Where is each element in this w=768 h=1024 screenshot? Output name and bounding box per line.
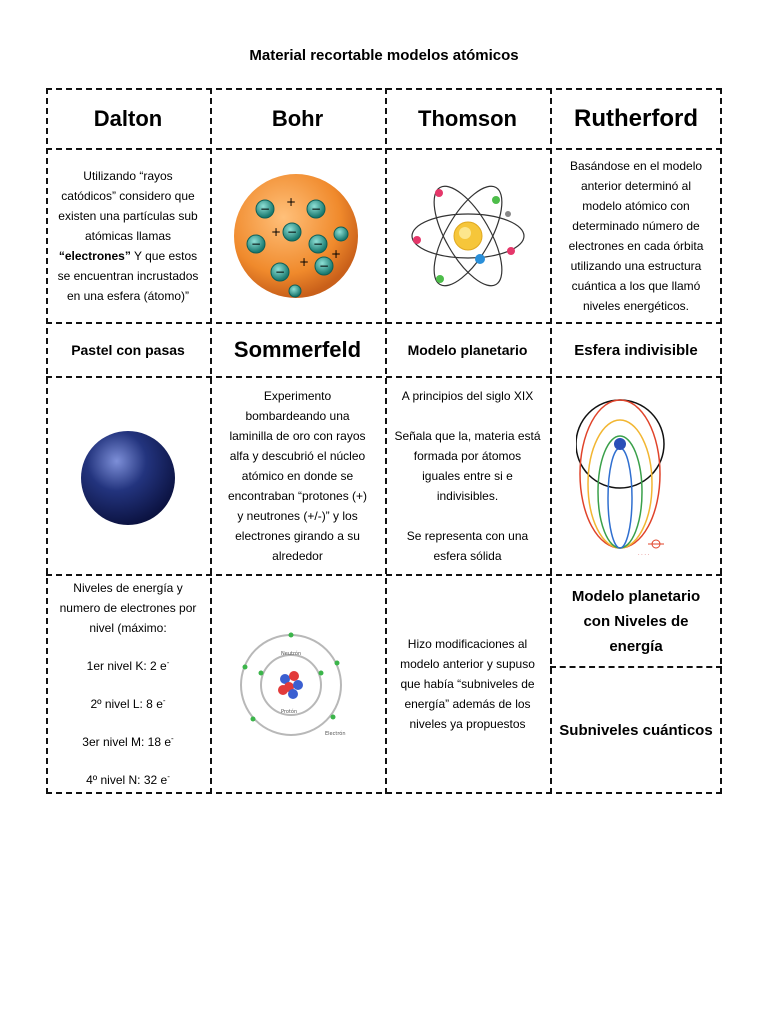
niveles-energia-text	[46, 576, 210, 792]
svg-text:+: +	[330, 247, 341, 261]
niveles-intro-line: Niveles de energía y	[73, 581, 183, 595]
niveles-intro-line: nivel (máximo:	[89, 621, 167, 635]
subniveles-line: que había “subniveles de	[400, 677, 535, 691]
electron-charge-sup: -	[162, 696, 166, 705]
rutherford-line: anterior determinó al	[580, 179, 692, 193]
experiment-line: alrededor	[272, 549, 323, 563]
planetario-line: Señala que la, materia está	[394, 429, 541, 443]
subniveles-description	[385, 576, 550, 792]
svg-text:+: +	[298, 255, 309, 269]
electron-label: Electrón	[324, 731, 346, 737]
planetario-line: Se representa con una	[406, 529, 529, 543]
label-modelo-planetario: Modelo planetario	[407, 342, 528, 358]
svg-text:−: −	[286, 225, 297, 239]
planetario-niveles-line: con Niveles de	[583, 612, 689, 630]
dalton-sphere-image	[46, 378, 210, 574]
nivel-item	[60, 767, 197, 790]
label-esfera-indivisible: Esfera indivisible	[574, 341, 698, 359]
bohr-orbit-image	[385, 150, 550, 322]
cutout-grid	[46, 88, 722, 794]
rutherford-experiment-text	[210, 378, 385, 574]
subniveles-line: niveles ya propuestos	[409, 717, 526, 731]
subniveles-line: energía” además de los	[404, 697, 531, 711]
nivel-text: 4º nivel N: 32 e	[86, 773, 168, 787]
svg-text:−: −	[250, 237, 261, 251]
dalton-description	[46, 150, 210, 322]
planetario-line-1: A principios del siglo XIX	[401, 389, 534, 403]
sommerfeld-orbit-image	[550, 378, 722, 574]
niveles-intro-line: numero de electrones por	[59, 601, 197, 615]
planetario-line: iguales entre si e	[422, 469, 513, 483]
dalton-line: catódicos” considero que	[61, 189, 195, 203]
label-modelo-planetario-niveles	[550, 576, 722, 666]
proton-label: Protón	[280, 709, 297, 715]
experiment-line: y neutrones (+/-)” y los	[237, 509, 358, 523]
svg-text:+: +	[270, 225, 281, 239]
rutherford-line: modelo atómico con	[582, 199, 690, 213]
experiment-line: atómico en donde se	[241, 469, 354, 483]
svg-text:−: −	[318, 259, 329, 273]
nivel-item	[60, 729, 197, 752]
svg-text:−: −	[259, 202, 270, 216]
nivel-item	[60, 691, 197, 714]
planetario-niveles-line: energía	[609, 637, 663, 655]
dalton-line: en una esfera (átomo)”	[66, 289, 190, 303]
subniveles-line: Hizo modificaciones al	[407, 637, 528, 651]
experiment-line: Experimento	[263, 389, 332, 403]
header-thomson: Thomson	[418, 106, 517, 131]
neutron-label: Neutrón	[280, 651, 301, 657]
header-bohr: Bohr	[271, 106, 324, 131]
svg-text:−: −	[274, 265, 285, 279]
nivel-item	[60, 653, 197, 676]
label-subniveles-cuanticos: Subniveles cuánticos	[559, 721, 713, 739]
subniveles-line: modelo anterior y supuso	[400, 657, 535, 671]
dalton-line: existen una partículas sub	[58, 209, 198, 223]
page-title: Material recortable modelos atómicos	[249, 47, 519, 64]
svg-text:· · · ·: · · · ·	[638, 552, 650, 558]
electrones-bold: “electrones”	[58, 249, 131, 263]
rutherford-line: determinado número de	[572, 219, 700, 233]
electron-charge-sup: -	[166, 658, 170, 667]
planetario-niveles-line: Modelo planetario	[571, 587, 701, 605]
bohr-atom-diagram	[210, 576, 385, 792]
svg-text:−: −	[310, 202, 321, 216]
planetario-description	[385, 378, 550, 574]
planetario-line: formada por átomos	[413, 449, 522, 463]
label-sommerfeld: Sommerfeld	[233, 337, 362, 362]
planetario-line: indivisibles.	[436, 489, 499, 503]
experiment-line: laminilla de oro con rayos	[229, 429, 366, 443]
header-rutherford: Rutherford	[574, 105, 698, 132]
electron-charge-sup: -	[167, 772, 170, 781]
dalton-line: atómicas llamas	[84, 229, 171, 243]
nivel-text: 1er nivel K: 2 e	[86, 659, 167, 673]
experiment-line: alfa y descubrió el núcleo	[229, 449, 366, 463]
rutherford-line: Basándose en el modelo	[569, 159, 703, 173]
rutherford-line: cuántica a los que llamó	[571, 279, 701, 293]
header-dalton: Dalton	[93, 106, 163, 131]
nivel-text: 2º nivel L: 8 e	[90, 697, 163, 711]
experiment-line: electrones girando a su	[235, 529, 360, 543]
rutherford-description	[550, 150, 722, 322]
experiment-line: encontraban “protones (+)	[227, 489, 368, 503]
svg-text:−: −	[312, 237, 323, 251]
dalton-after: Y que estos	[130, 249, 198, 263]
electron-charge-sup: -	[171, 734, 174, 743]
svg-text:+: +	[285, 195, 296, 209]
nivel-text: 3er nivel M: 18 e	[82, 735, 172, 749]
rutherford-line: niveles energéticos.	[582, 299, 690, 313]
rutherford-line: electrones en cada órbita	[568, 239, 704, 253]
rutherford-line: utilizando una estructura	[570, 259, 702, 273]
label-pastel-con-pasas: Pastel con pasas	[71, 342, 185, 358]
dalton-line: Utilizando “rayos	[83, 169, 173, 183]
thomson-model-image	[210, 150, 385, 322]
dalton-line: se encuentran incrustados	[57, 269, 199, 283]
planetario-line: esfera sólida	[433, 549, 502, 563]
experiment-line: bombardeando una	[245, 409, 350, 423]
